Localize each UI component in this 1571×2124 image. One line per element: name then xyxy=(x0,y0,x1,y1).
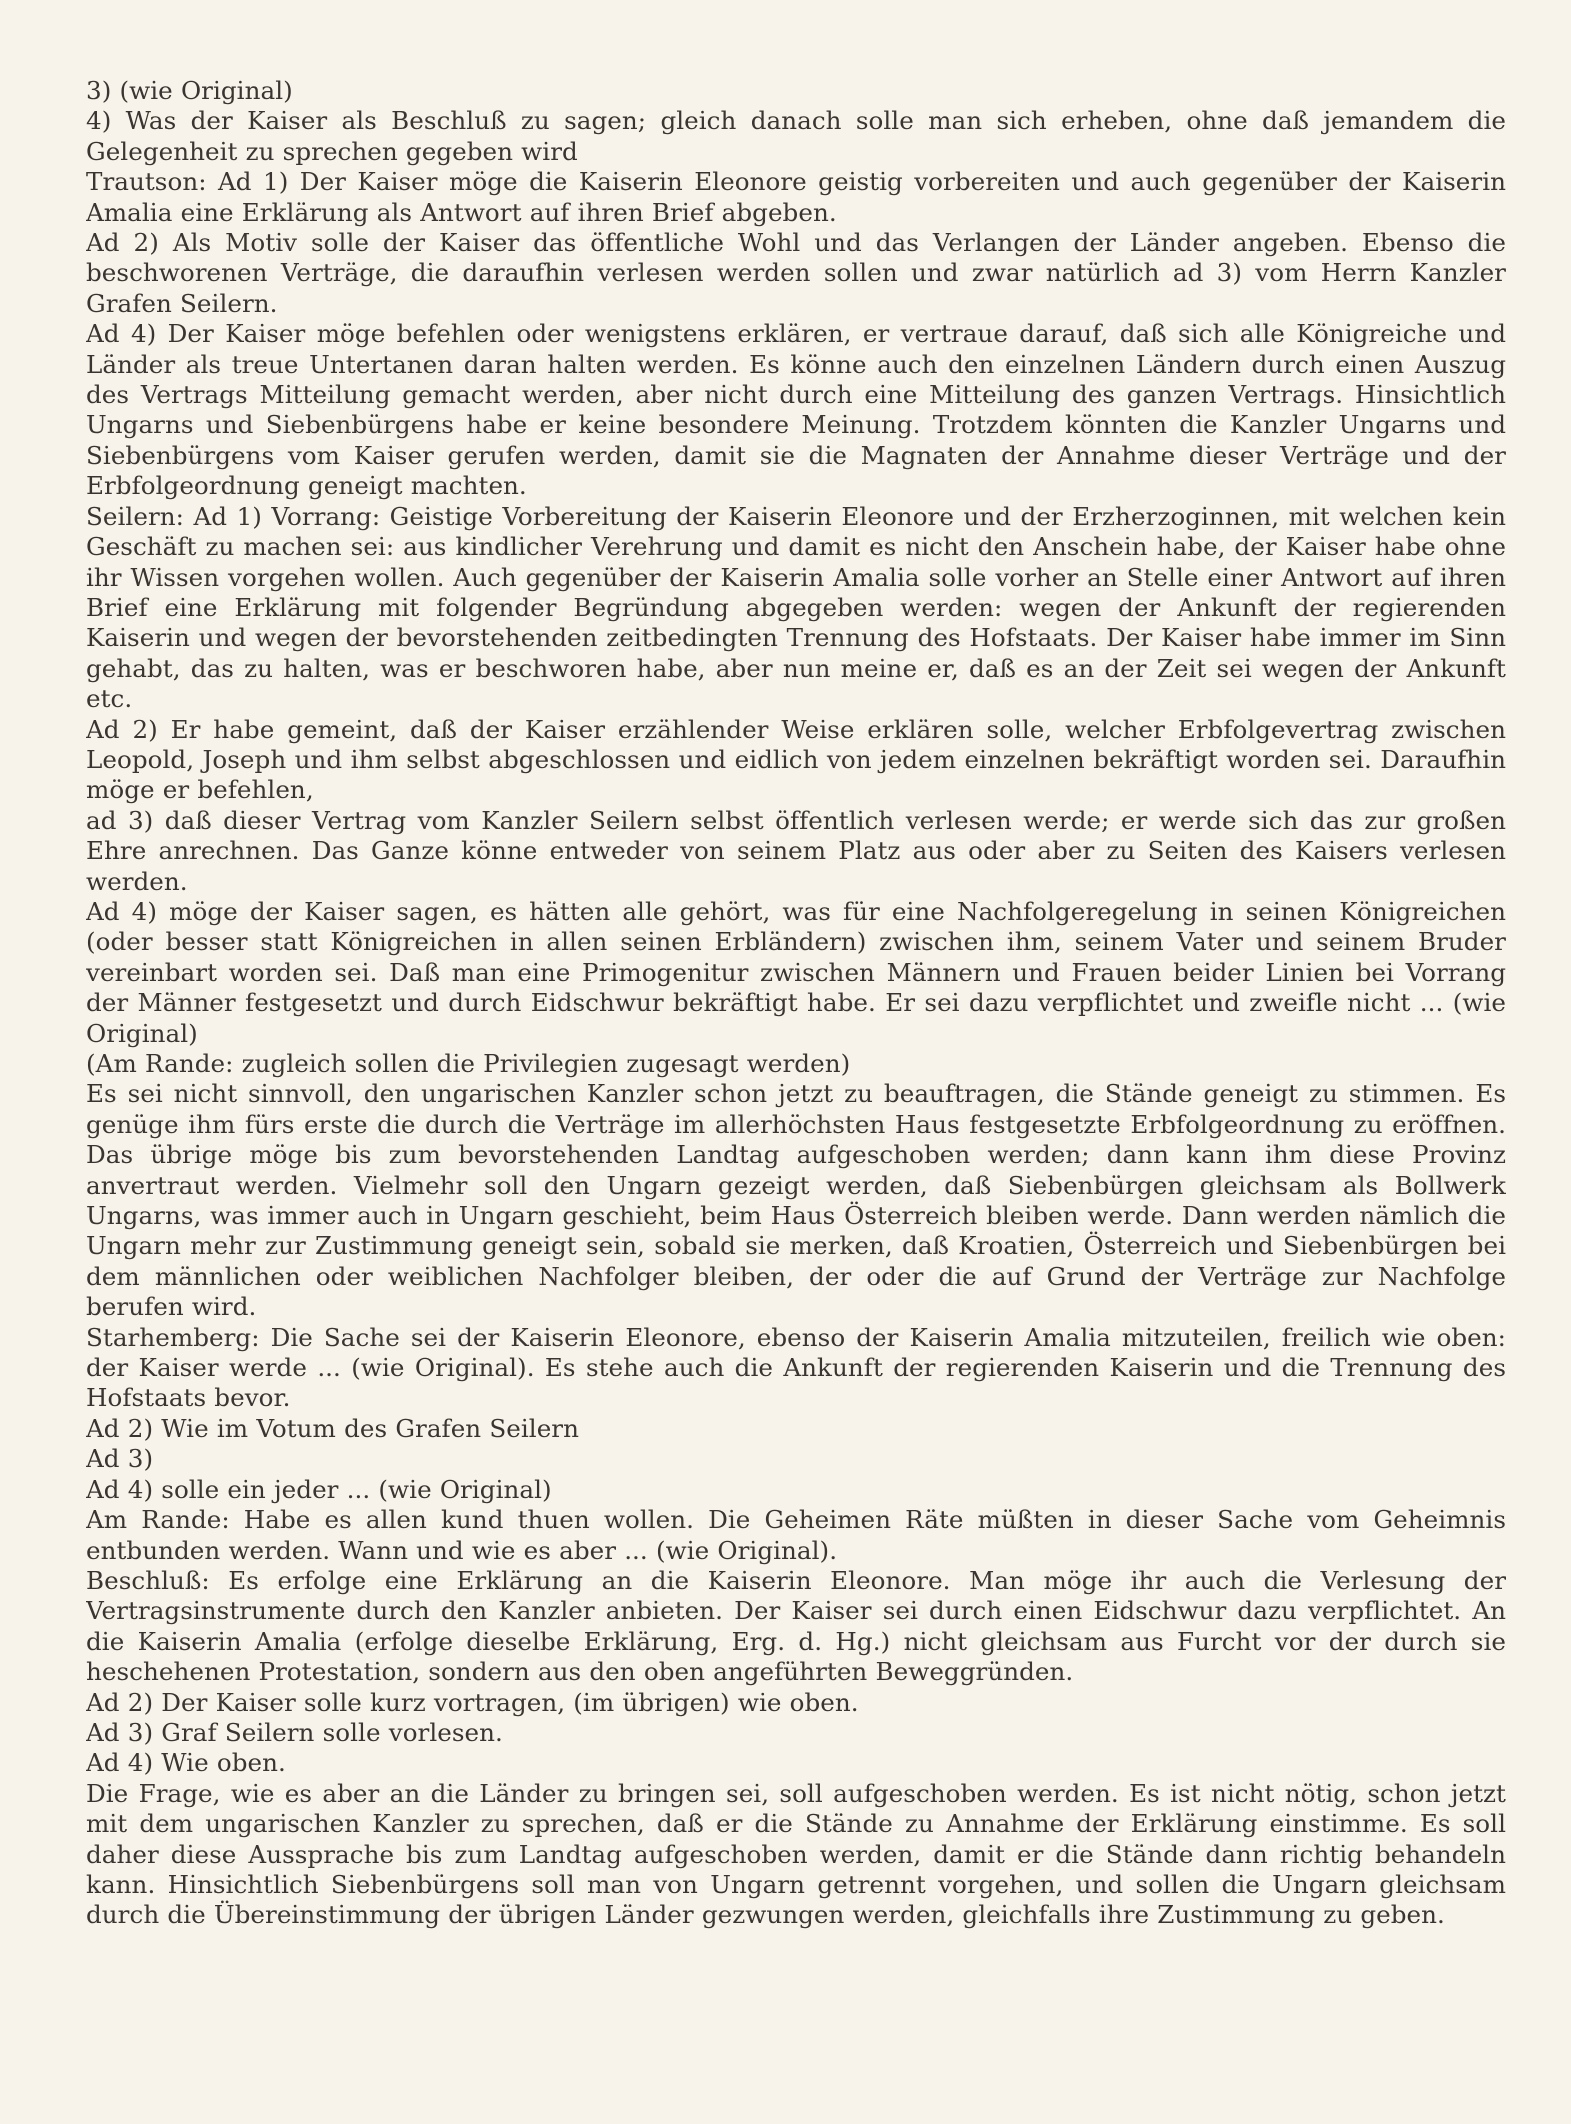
paragraph-9: Ad 4) möge der Kaiser sagen, es hätten alle gehört, was für eine Nachfolgeregelung in seinen Königreichen (oder besser statt Königreichen in allen seinen Erbländern) zwischen ihm, seinem Vater und seinem Bruder vereinbart worden sei. Daß man eine Primogenitur zwischen Männern und Frauen beider Linien bei Vorrang der Männer festgesetzt und durch Eidschwur bekräftigt habe. Er sei dazu verpflichtet und zweifle nicht ... (wie Original) xyxy=(86,896,1506,1048)
paragraph-4: Ad 2) Als Motiv solle der Kaiser das öffentliche Wohl und das Verlangen der Länder angeben. Ebenso die beschworenen Verträge, die daraufhin verlesen werden sollen und zwar natürlich ad 3) vom Herrn Kanzler Grafen Seilern. xyxy=(86,228,1506,318)
paragraph-13: Ad 2) Wie im Votum des Grafen Seilern xyxy=(86,1413,579,1443)
paragraph-21: Die Frage, wie es aber an die Länder zu bringen sei, soll aufgeschoben werden. Es ist nicht nötig, schon jetzt mit dem ungarischen Kanzler zu sprechen, daß er die Stände zu Annahme der Erklärung einstimme. Es soll daher diese Aussprache bis zum Landtag aufgeschoben werden, damit er die Stände dann richtig behandeln kann. Hinsichtlich Siebenbürgens soll man von Ungarn getrennt vorgehen, und sollen die Ungarn gleichsam durch die Übereinstimmung der übrigen Länder gezwungen werden, gleichfalls ihre Zustimmung zu geben. xyxy=(86,1778,1506,1930)
paragraph-11: Es sei nicht sinnvoll, den ungarischen Kanzler schon jetzt zu beauftragen, die Stände geneigt zu stimmen. Es genüge ihm fürs erste die durch die Verträge im allerhöchsten Haus festgesetzte Erbfolgeordnung zu eröffnen. Das übrige möge bis zum bevorstehenden Landtag aufgeschoben werden; dann kann ihm diese Provinz anvertraut werden. Vielmehr soll den Ungarn gezeigt werden, daß Siebenbürgen gleichsam als Bollwerk Ungarns, was immer auch in Ungarn geschieht, beim Haus Österreich bleiben werde. Dann werden nämlich die Ungarn mehr zur Zustimmung geneigt sein, sobald sie merken, daß Kroatien, Österreich und Siebenbürgen bei dem männlichen oder weiblichen Nachfolger bleiben, der oder die auf Grund der Verträge zur Nachfolge berufen wird. xyxy=(86,1079,1506,1322)
paragraph-2: 4) Was der Kaiser als Beschluß zu sagen; gleich danach solle man sich erheben, ohne daß jemandem die Gelegenheit zu sprechen gegeben wird xyxy=(86,106,1506,166)
paragraph-19: Ad 3) Graf Seilern solle vorlesen. xyxy=(86,1717,503,1747)
paragraph-7: Ad 2) Er habe gemeint, daß der Kaiser erzählender Weise erklären solle, welcher Erbfolgevertrag zwischen Leopold, Joseph und ihm selbst abgeschlossen und eidlich von jedem einzelnen bekräftigt worden sei. Daraufhin möge er befehlen, xyxy=(86,714,1506,805)
paragraph-1: 3) (wie Original) xyxy=(86,76,293,105)
paragraph-12: Starhemberg: Die Sache sei der Kaiserin Eleonore, ebenso der Kaiserin Amalia mitzuteilen, freilich wie oben: der Kaiser werde ... (wie Original). Es stehe auch die Ankunft der regierenden Kaiserin und die Trennung des Hofstaats bevor. xyxy=(86,1322,1506,1413)
paragraph-18: Ad 2) Der Kaiser solle kurz vortragen, (im übrigen) wie oben. xyxy=(86,1687,859,1717)
paragraph-17: Beschluß: Es erfolge eine Erklärung an die Kaiserin Eleonore. Man möge ihr auch die Verlesung der Vertragsinstrumente durch den Kanzler anbieten. Der Kaiser sei durch einen Eidschwur dazu verpflichtet. An die Kaiserin Amalia (erfolge dieselbe Erklärung, Erg. d. Hg.) nicht gleichsam aus Furcht vor der durch sie heschehenen Protestation, sondern aus den oben angeführten Beweggründen. xyxy=(86,1565,1506,1687)
paragraph-16: Am Rande: Habe es allen kund thuen wollen. Die Geheimen Räte müßten in dieser Sache vom Geheimnis entbunden werden. Wann und wie es aber ... (wie Original). xyxy=(86,1505,1506,1565)
paragraph-20: Ad 4) Wie oben. xyxy=(86,1748,286,1778)
paragraph-3: Trautson: Ad 1) Der Kaiser möge die Kaiserin Eleonore geistig vorbereiten und auch gegenüber der Kaiserin Amalia eine Erklärung als Antwort auf ihren Brief abgeben. xyxy=(86,167,1506,227)
paragraph-6: Seilern: Ad 1) Vorrang: Geistige Vorbereitung der Kaiserin Eleonore und der Erzherzoginnen, mit welchen kein Geschäft zu machen sei: aus kindlicher Verehrung und damit es nicht den Anschein habe, der Kaiser habe ohne ihr Wissen vorgehen wollen. Auch gegenüber der Kaiserin Amalia solle vorher an Stelle einer Antwort auf ihren Brief eine Erklärung mit folgender Begründung abgegeben werden: wegen der Ankunft der regierenden Kaiserin und wegen der bevorstehenden zeitbedingten Trennung des Hofstaats. Der Kaiser habe immer im Sinn gehabt, das zu halten, was er beschworen habe, aber nun meine er, daß es an der Zeit sei wegen der Ankunft etc. xyxy=(86,501,1506,714)
paragraph-10: (Am Rande: zugleich sollen die Privilegien zugesagt werden) xyxy=(86,1049,851,1078)
document-page xyxy=(86,76,1506,2086)
paragraph-8: ad 3) daß dieser Vertrag vom Kanzler Seilern selbst öffentlich verlesen werde; er werde sich das zur großen Ehre anrechnen. Das Ganze könne entweder von seinem Platz aus oder aber zu Seiten des Kaisers verlesen werden. xyxy=(86,805,1506,896)
paragraph-5: Ad 4) Der Kaiser möge befehlen oder wenigstens erklären, er vertraue darauf, daß sich alle Königreiche und Länder als treue Untertanen daran halten werden. Es könne auch den einzelnen Ländern durch einen Auszug des Vertrags Mitteilung gemacht werden, aber nicht durch eine Mitteilung des ganzen Vertrags. Hinsichtlich Ungarns und Siebenbürgens habe er keine besondere Meinung. Trotzdem könnten die Kanzler Ungarns und Siebenbürgens vom Kaiser gerufen werden, damit sie die Magnaten der Annahme dieser Verträge und der Erbfolgeordnung geneigt machten. xyxy=(86,319,1506,501)
paragraph-14: Ad 3) xyxy=(86,1444,154,1474)
paragraph-15: Ad 4) solle ein jeder ... (wie Original) xyxy=(86,1474,552,1504)
